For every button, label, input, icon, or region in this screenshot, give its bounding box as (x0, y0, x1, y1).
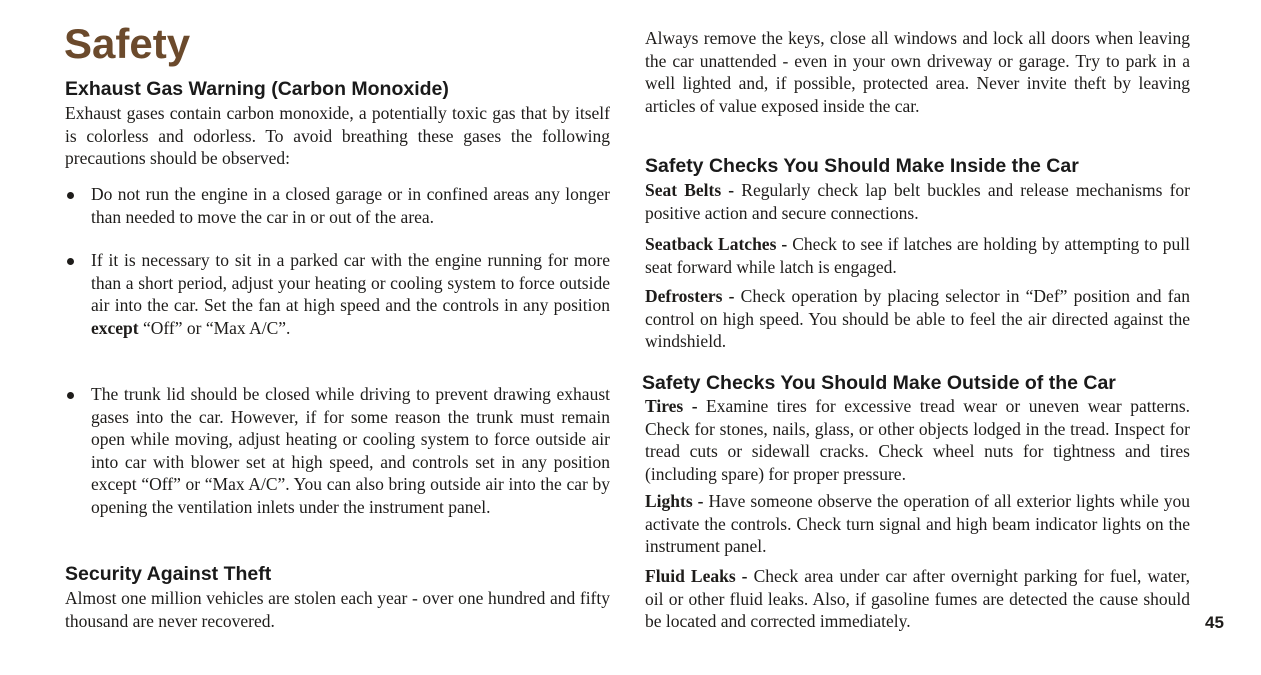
bullet-icon (67, 258, 74, 265)
bullet-emphasis: except (91, 317, 139, 338)
bullet-text: Do not run the engine in a closed garage or in confined areas any longer than needed to move the car in or out of the area. (91, 184, 610, 227)
security-heading: Security Against Theft (65, 563, 272, 585)
bullet-item (65, 183, 610, 228)
seatback-item (645, 233, 1190, 278)
bullet-icon (67, 392, 74, 399)
item-label: Seatback Latches - (645, 234, 788, 254)
bullet-text: If it is necessary to sit in a parked car with the engine running for more than a short period, adjust your heating or cooling system to force outside air into the car. Set the fan at high speed and the controls in any position (91, 250, 610, 316)
item-label: Defrosters - (645, 286, 735, 306)
tires-item (645, 395, 1190, 485)
security-text: Almost one million vehicles are stolen each year - over one hundred and fifty thousand are never recovered. (65, 588, 610, 631)
lights-item (645, 490, 1190, 558)
item-label: Fluid Leaks - (645, 566, 748, 586)
bullet-icon (67, 192, 74, 199)
bullet-text: The trunk lid should be closed while driving to prevent drawing exhaust gases into the car. However, if for some reason the trunk must remain open while moving, adjust heating or cooling system to force outside air into car with blower set at high speed, and controls set in any position except “Off” or “Max A/C”. You can also bring outside air into the car by opening the ventilation inlets under the instrument panel. (91, 384, 610, 517)
fluid-leaks-item (645, 565, 1190, 633)
bullet-text: “Off” or “Max A/C”. (143, 317, 291, 338)
item-text: Regularly check lap belt buckles and release mechanisms for positive action and secure connections. (645, 180, 1190, 223)
exhaust-heading: Exhaust Gas Warning (Carbon Monoxide) (65, 78, 449, 100)
page-title: Safety (64, 20, 191, 67)
item-label: Seat Belts - (645, 180, 735, 200)
item-text: Check operation by placing selector in “Def” position and fan control on high speed. You should be able to feel the air directed against the windshield. (645, 286, 1191, 352)
inside-heading: Safety Checks You Should Make Inside the Car (645, 155, 1079, 177)
page-number: 45 (1205, 613, 1224, 632)
bullet-item (65, 383, 610, 519)
exhaust-intro: Exhaust gases contain carbon monoxide, a potentially toxic gas that by itself is colorless and odorless. To avoid breathing these gases the following precautions should be observed: (65, 103, 610, 169)
bullet-item (65, 249, 610, 339)
item-text: Have someone observe the operation of all exterior lights while you activate the controls. Check turn signal and high beam indicator lights on the instrument panel. (645, 491, 1190, 557)
item-text: Check area under car after overnight parking for fuel, water, oil or other fluid leaks. Also, if gasoline fumes are detected the cause should be located and corrected immediately. (645, 566, 1191, 632)
item-text: Check to see if latches are holding by attempting to pull seat forward while latch is engaged. (645, 234, 1191, 277)
item-label: Lights - (645, 491, 704, 511)
theft-text: Always remove the keys, close all windows and lock all doors when leaving the car unattended - even in your own driveway or garage. Try to park in a well lighted and, if possible, protected area. Never invite theft by leaving articles of value exposed inside the car. (645, 28, 1190, 116)
outside-heading: Safety Checks You Should Make Outside of the Car (642, 372, 1116, 394)
item-text: Examine tires for excessive tread wear or uneven wear patterns. Check for stones, nails, glass, or other objects lodged in the tread. Inspect for tread cuts or sidewall cracks. Check wheel nuts for tightness and tires (including spare) for proper pressure. (645, 396, 1190, 484)
defrosters-item (645, 285, 1190, 353)
seat-belts-item (645, 179, 1190, 224)
item-label: Tires - (645, 396, 698, 416)
